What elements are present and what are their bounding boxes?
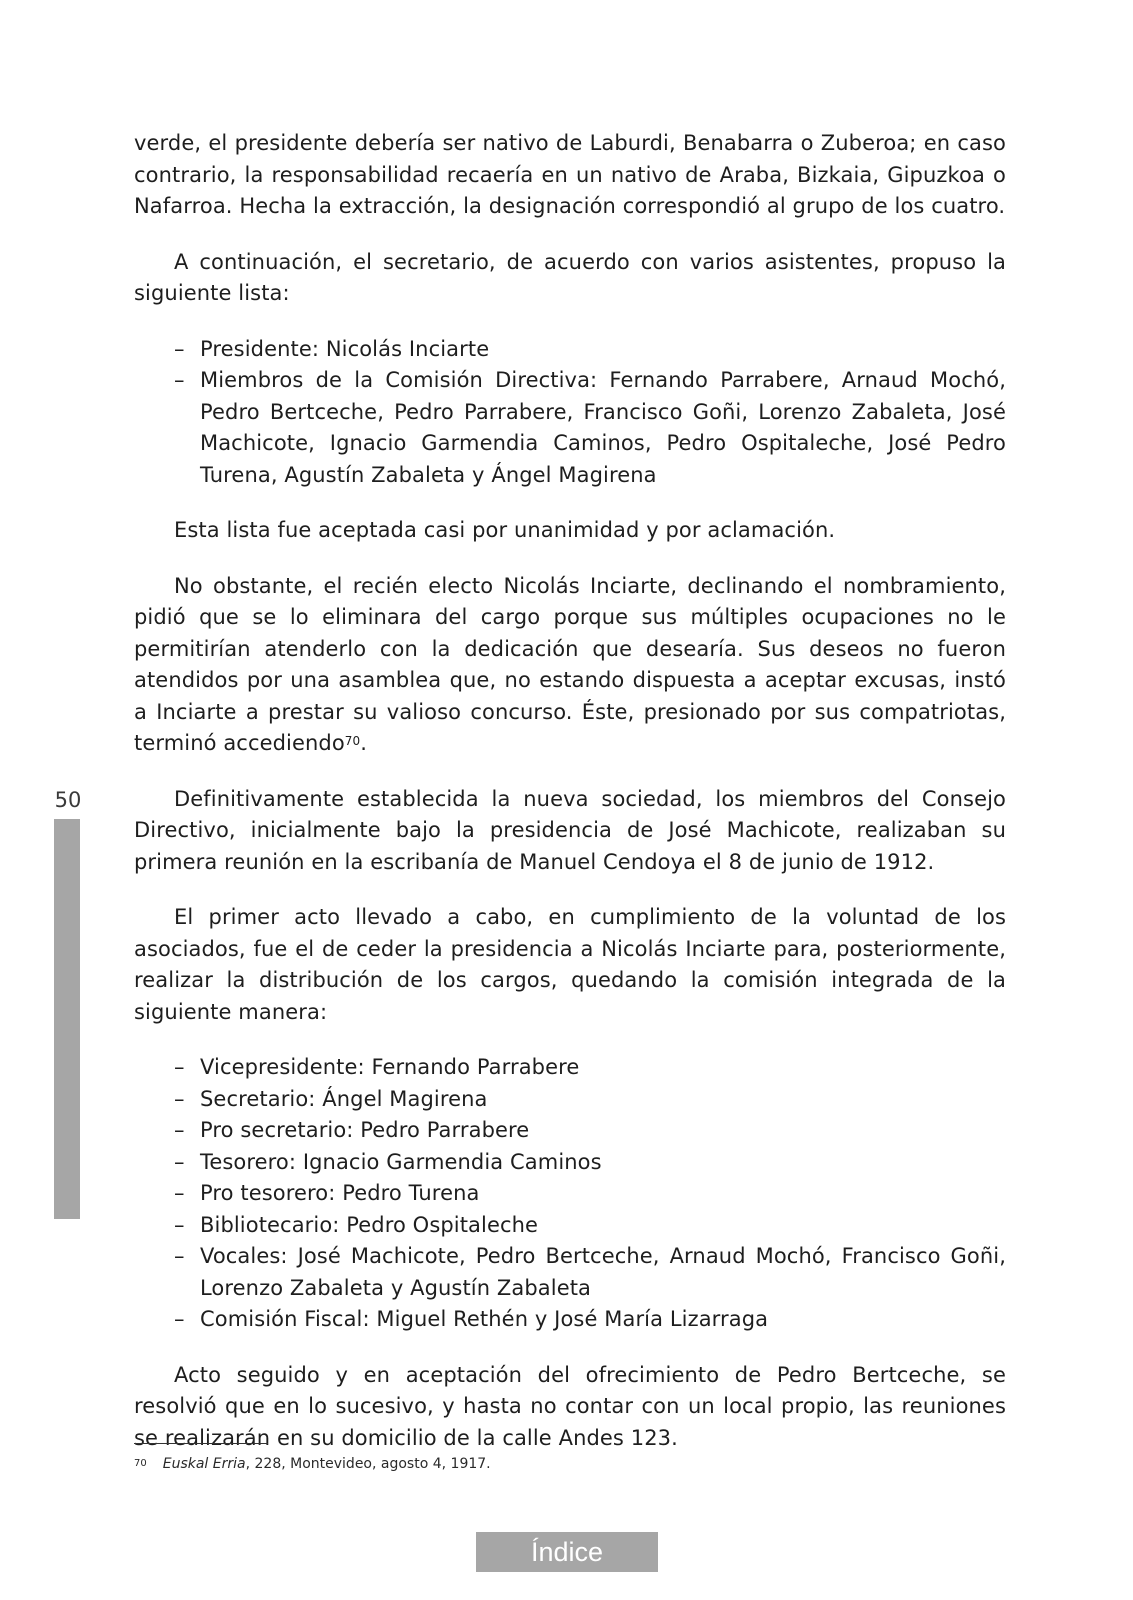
list-item-text: Secretario: Ángel Magirena — [200, 1086, 488, 1111]
index-button[interactable]: Índice — [476, 1532, 658, 1572]
paragraph-6: El primer acto llevado a cabo, en cumplimiento de la voluntad de los asociados, fue el de ceder la presidencia a Nicolás Inciarte para, posteriormente, realizar la distribución de los cargos, quedando la comisión integrada de la siguiente manera: — [134, 905, 1006, 1024]
list-item — [174, 365, 1006, 491]
dash-mark: – — [174, 368, 185, 392]
dash-mark: – — [174, 336, 185, 361]
list-item-text: Bibliotecario: Pedro Ospitaleche — [200, 1212, 539, 1237]
body-text — [134, 128, 1006, 1454]
paragraph-5: Definitivamente establecida la nueva sociedad, los miembros del Consejo Directivo, inicialmente bajo la presidencia de José Machicote, realizaban su primera reunión en la escribanía de Manuel Cendoya el 8 de junio de 1912. — [134, 786, 1006, 874]
list-item-text: Pro secretario: Pedro Parrabere — [200, 1118, 530, 1142]
paragraph-4-text: No obstante, el recién electo Nicolás Inciarte, declinando el nombramiento, pidió que se lo eliminara del cargo porque sus múltiples ocupaciones no le permitirían atenderlo con la dedicación que desearía. Sus deseos no fueron atendidos por una asamblea que, no estando dispuesta a aceptar excusas, instó a Inciarte a prestar su valioso concurso. Éste, presionado por sus compatriotas, terminó accediendo — [134, 573, 1006, 755]
list-item-text: Tesorero: Ignacio Garmendia Caminos — [200, 1149, 602, 1174]
list-item — [174, 334, 1006, 366]
section-sidebar — [54, 819, 80, 1577]
dash-mark: – — [174, 1086, 185, 1111]
footnote-text: , 228, Montevideo, agosto 4, 1917. — [245, 1456, 491, 1472]
list-item-text: Vicepresidente: Fernando Parrabere — [200, 1055, 580, 1079]
dash-mark: – — [174, 1149, 185, 1174]
footnote-divider — [134, 1443, 268, 1444]
list-item — [174, 1115, 1006, 1147]
paragraph-4 — [134, 571, 1006, 760]
list-item-text: Miembros de la Comisión Directiva: Fernando Parrabere, Arnaud Mochó, Pedro Bertceche, Pedro Parrabere, Francisco Goñi, Lorenzo Zabaleta, José Machicote, Ignacio Garmendia Caminos, Pedro Ospitaleche, José Pedro Turena, Agustín Zabaleta y Ángel Magirena — [200, 368, 1006, 487]
list-item — [174, 1178, 1006, 1210]
list-item — [174, 1241, 1006, 1304]
list-item — [174, 1304, 1006, 1336]
list-item-text: Vocales: José Machicote, Pedro Bertceche, Arnaud Mochó, Francisco Goñi, Lorenzo Zabaleta y Agustín Zabaleta — [200, 1244, 1006, 1300]
dash-mark: – — [174, 1055, 185, 1079]
list-item — [174, 1052, 1006, 1084]
paragraph-2: A continuación, el secretario, de acuerdo con varios asistentes, propuso la siguiente lista: — [134, 249, 1006, 305]
list-item-text: Presidente: Nicolás Inciarte — [200, 336, 490, 361]
paragraph-4-end: . — [360, 731, 368, 755]
footnote — [134, 1454, 491, 1474]
list-item — [174, 1147, 1006, 1179]
footnote-source: Euskal Erria — [162, 1456, 246, 1472]
paragraph-1: verde, el presidente debería ser nativo de Laburdi, Benabarra o Zuberoa; en caso contrario, la responsabilidad recaería en un nativo de Araba, Bizkaia, Gipuzkoa o Nafarroa. Hecha la extracción, la designación correspondió al grupo de los cuatro. — [134, 131, 1006, 218]
dash-mark: – — [174, 1181, 185, 1205]
section-title-italic: Euskal Erria — [58, 1287, 75, 1375]
paragraph-7: Acto seguido y en aceptación del ofrecimiento de Pedro Bertceche, se resolvió que en lo sucesivo, y hasta no contar con un local propio, las reuniones se realizarán en su domicilio de la calle Andes 123. — [134, 1362, 1006, 1450]
proposed-list — [134, 334, 1006, 492]
dash-mark: – — [174, 1307, 185, 1331]
committee-list — [134, 1052, 1006, 1336]
list-item — [174, 1210, 1006, 1242]
dash-mark: – — [174, 1212, 185, 1237]
page-number: 50 — [54, 788, 82, 812]
footnote-reference[interactable]: 70 — [344, 734, 361, 748]
list-item — [174, 1084, 1006, 1116]
list-item-text: Comisión Fiscal: Miguel Rethén y José María Lizarraga — [200, 1307, 769, 1331]
section-title — [54, 1177, 80, 1577]
paragraph-3: Esta lista fue aceptada casi por unanimidad y por aclamación. — [174, 518, 836, 542]
section-title-prefix: Constitución de la Sociedad — [58, 1374, 75, 1577]
dash-mark: – — [174, 1118, 185, 1142]
footnote-mark: 70 — [134, 1458, 147, 1469]
dash-mark: – — [174, 1244, 185, 1268]
list-item-text: Pro tesorero: Pedro Turena — [200, 1181, 480, 1205]
